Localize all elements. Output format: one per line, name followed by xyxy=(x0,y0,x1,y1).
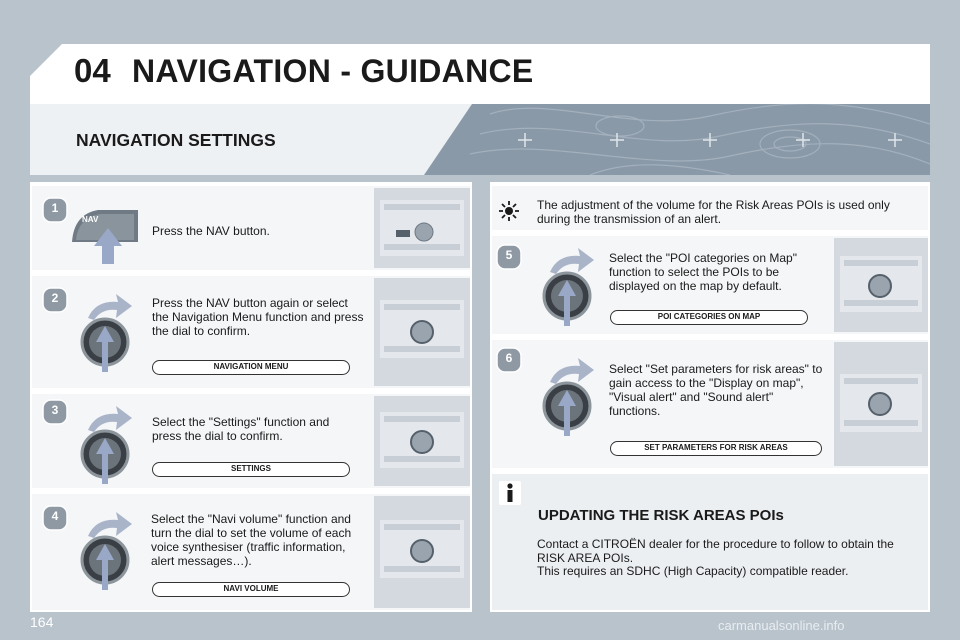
menu-label-pill: NAVIGATION MENU xyxy=(152,360,350,375)
console-photo xyxy=(374,278,470,386)
step-number-badge xyxy=(42,287,68,313)
info-icon xyxy=(499,481,521,505)
step-number: 5 xyxy=(505,248,513,262)
console-photo xyxy=(374,396,470,486)
sun-icon xyxy=(498,200,520,222)
watermark: carmanualsonline.info xyxy=(718,618,845,633)
console-photo xyxy=(374,496,470,608)
menu-label-pill: POI CATEGORIES ON MAP xyxy=(610,310,808,325)
step-number-badge xyxy=(42,505,68,531)
page-title: NAVIGATION - GUIDANCE xyxy=(132,53,534,89)
chapter-number: 04 xyxy=(74,52,111,89)
info-title: UPDATING THE RISK AREAS POIs xyxy=(538,507,784,524)
step-number-badge xyxy=(42,197,68,223)
dial-icon xyxy=(76,510,134,597)
step-4-text: Select the "Navi volume" function and turn the dial to set the volume of each voice synthesiser (traffic information, alert messages…). xyxy=(151,512,352,568)
tip-text: The adjustment of the volume for the Risk Areas POIs is used only during the transmission of an alert. xyxy=(537,198,890,226)
dial-icon xyxy=(76,404,134,491)
menu-label-pill: SET PARAMETERS FOR RISK AREAS xyxy=(610,441,822,456)
console-photo xyxy=(834,238,928,332)
step-number: 6 xyxy=(505,351,513,365)
step-1-text: Press the NAV button. xyxy=(152,224,270,238)
console-image xyxy=(834,238,928,332)
step-number-badge xyxy=(42,399,68,425)
step-number: 2 xyxy=(51,291,59,305)
info-text-1: Contact a CITROËN dealer for the procedure to follow to obtain the RISK AREA POIs. xyxy=(537,537,894,565)
dial-icon xyxy=(538,356,596,443)
console-photo xyxy=(374,188,470,268)
dial-icon xyxy=(76,292,134,379)
step-number: 3 xyxy=(51,403,59,417)
info-text-2: This requires an SDHC (High Capacity) compatible reader. xyxy=(537,564,849,578)
step-number-badge xyxy=(496,347,522,373)
console-image xyxy=(834,342,928,466)
page-number: 164 xyxy=(30,614,54,630)
console-photo xyxy=(834,342,928,466)
step-2-text: Press the NAV button again or select the Navigation Menu function and press the dial to confirm. xyxy=(152,296,364,338)
step-6-text: Select "Set parameters for risk areas" to gain access to the "Display on map", "Visual alert" and "Sound alert" functions. xyxy=(609,362,823,418)
step-number: 4 xyxy=(51,509,59,523)
section-title: NAVIGATION SETTINGS xyxy=(76,130,276,150)
console-image xyxy=(374,278,470,386)
console-image xyxy=(374,496,470,608)
dial-icon xyxy=(538,246,596,333)
step-3-text: Select the "Settings" function and press the dial to confirm. xyxy=(152,415,330,443)
menu-label-pill: SETTINGS xyxy=(152,462,350,477)
menu-label-pill: NAVI VOLUME xyxy=(152,582,350,597)
step-number: 1 xyxy=(51,201,59,215)
nav-button-icon xyxy=(68,202,140,266)
console-image xyxy=(374,396,470,486)
console-image xyxy=(374,188,470,268)
step-number-badge xyxy=(496,244,522,270)
step-5-text: Select the "POI categories on Map" function to select the POIs to be displayed on the map by default. xyxy=(609,251,797,293)
nav-button-label: NAV xyxy=(82,215,99,224)
